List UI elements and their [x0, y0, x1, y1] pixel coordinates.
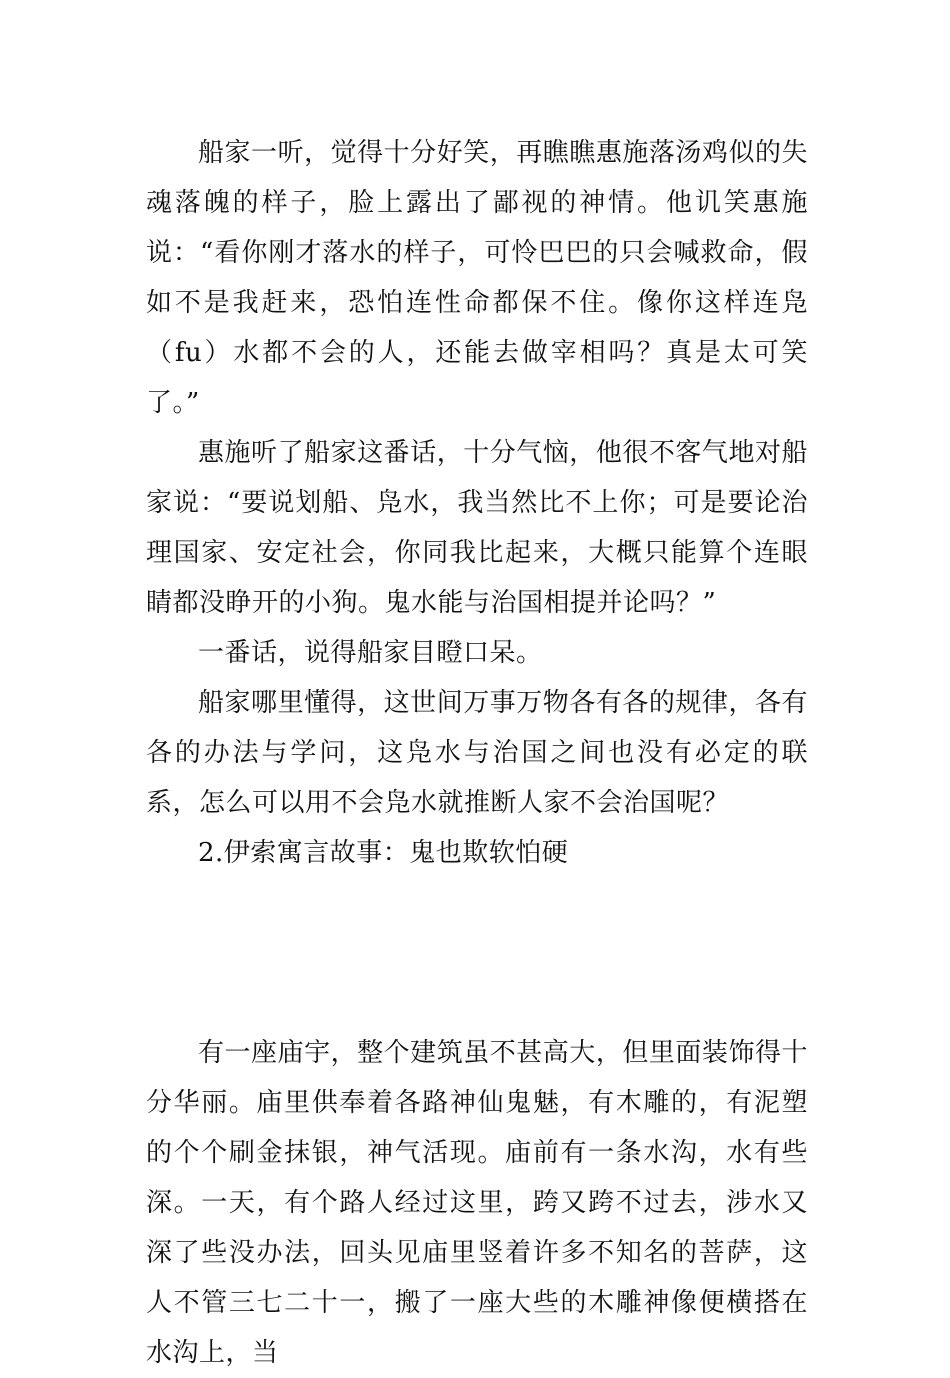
section-heading: 2.伊索寓言故事：鬼也欺软怕硬 — [198, 838, 569, 868]
document-body — [146, 128, 808, 1378]
paragraph-temple-story: 有一座庙宇，整个建筑虽不甚高大，但里面装饰得十分华丽。庙里供奉着各路神仙鬼魅，有木雕的，有泥塑的个个刷金抹银，神气活现。庙前有一条水沟，水有些深。一天，有个路人经过这里，跨又跨不过去，涉水又深了些没办法，回头见庙里竖着许多不知名的菩萨，这人不管三七二十一，搬了一座大些的木雕神像便横搭在水沟上，当 — [146, 1038, 808, 1368]
paragraph-boatman-mocks: 船家一听，觉得十分好笑，再瞧瞧惠施落汤鸡似的失魂落魄的样子，脸上露出了鄙视的神情。他讥笑惠施说：“看你刚才落水的样子，可怜巴巴的只会喊救命，假如不是我赶来，恐怕连性命都保不住。像你这样连凫（fu）水都不会的人，还能去做宰相吗？真是太可笑了。” — [146, 138, 808, 418]
paragraph-huishi-replies: 惠施听了船家这番话，十分气恼，他很不客气地对船家说：“要说划船、凫水，我当然比不上你；可是要论治理国家、安定社会，你同我比起来，大概只能算个连眼睛都没睁开的小狗。鬼水能与治国相提并论吗？” — [146, 438, 808, 618]
paragraph-boatman-stunned: 一番话，说得船家目瞪口呆。 — [198, 638, 543, 668]
paragraph-moral: 船家哪里懂得，这世间万事万物各有各的规律，各有各的办法与学问，这凫水与治国之间也没有必定的联系，怎么可以用不会凫水就推断人家不会治国呢？ — [146, 688, 808, 818]
